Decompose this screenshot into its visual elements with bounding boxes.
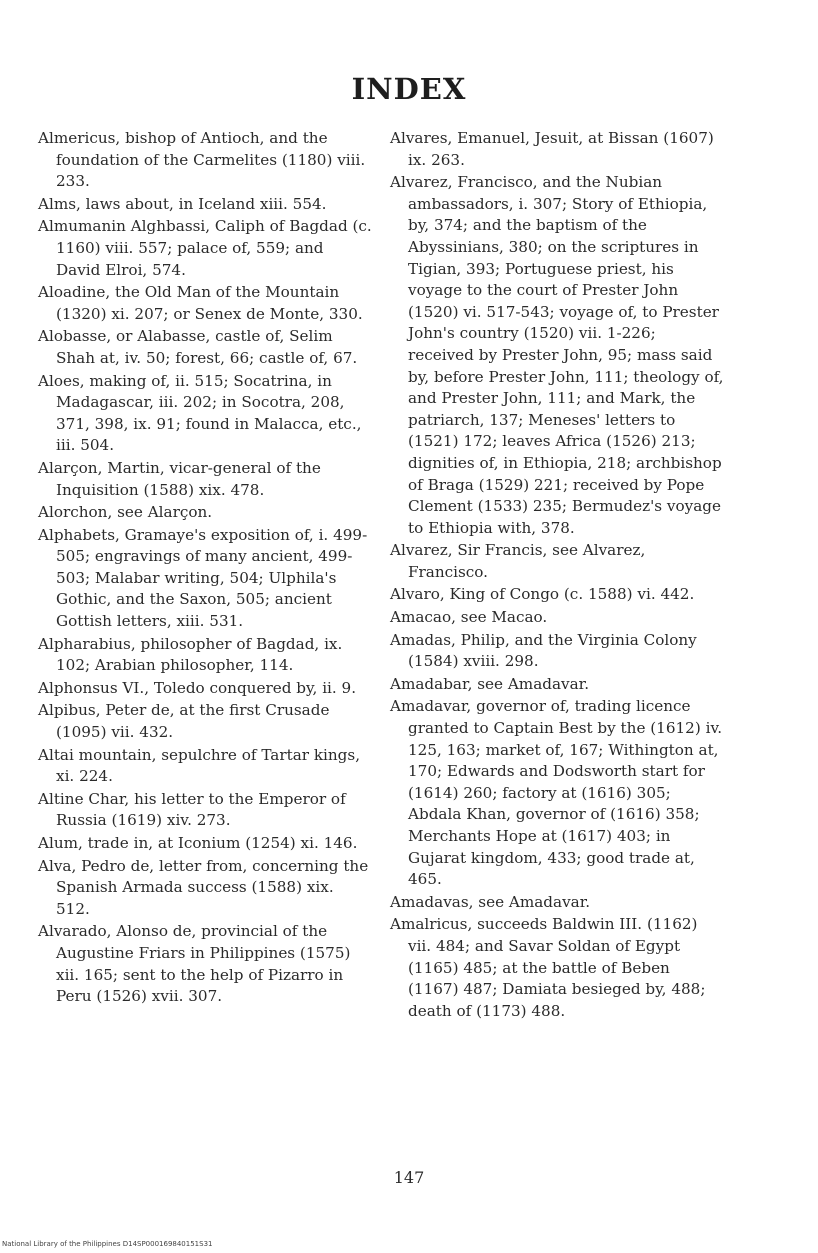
index-entry: Alarçon, Martin, vicar-general of the Inquisition (1588) xix. 478. <box>38 458 321 499</box>
index-entry: Alms, laws about, in Iceland xiii. 554. <box>38 194 327 213</box>
library-footer: National Library of the Philippines D14SP000169840151S31 <box>2 1240 213 1248</box>
index-entry: Alvarez, Sir Francis, see Alvarez, Francisco. <box>390 541 646 581</box>
index-entry: Alobasse, or Alabasse, castle of, Selim Shah at, iv. 50; forest, 66; castle of, 67. <box>38 327 358 367</box>
index-entry: Almumanin Alghbassi, Caliph of Bagdad (c. 1160) viii. 557; palace of, 559; and David Elroi, 574. <box>38 217 372 279</box>
index-entry: Alvarado, Alonso de, provincial of the Augustine Friars in Philippines (1575) xii. 165; sent to the help of Pizarro in Peru (1526) xvii. 307. <box>38 922 351 1006</box>
index-entry: Altai mountain, sepulchre of Tartar kings, xi. 224. <box>38 745 361 786</box>
index-entry: Aloes, making of, ii. 515; Socatrina, in Madagascar, iii. 202; in Socotra, 208, 371, 398, ix. 91; found in Malacca, etc., iii. 504. <box>38 371 362 455</box>
index-entry: Alvaro, King of Congo (c. 1588) vi. 442. <box>390 585 695 604</box>
index-entry: Alpibus, Peter de, at the first Crusade (1095) vii. 432. <box>38 701 330 742</box>
index-entry: Alva, Pedro de, letter from, concerning the Spanish Armada success (1588) xix. 512. <box>38 856 369 918</box>
page-title: INDEX <box>351 72 467 106</box>
index-entry: Aloadine, the Old Man of the Mountain (1320) xi. 207; or Senex de Monte, 330. <box>38 283 363 323</box>
index-entry: Amadavar, governor of, trading licence granted to Captain Best by the (1612) iv. 125, 163; market of, 167; Withington at, 170; Edwards and Dodsworth start for (1614) 260; factory at (1616) 305; Abdala Khan, governor of (1616) 358; Merchants Hope at (1617) 403; in Gujarat kingdom, 433; good trade at, 465. <box>390 697 723 889</box>
index-entry: Alphonsus VI., Toledo conquered by, ii. 9. <box>38 678 357 697</box>
index-entry: Alum, trade in, at Iconium (1254) xi. 146. <box>38 834 358 852</box>
index-entry: Almericus, bishop of Antioch, and the foundation of the Carmelites (1180) viii. 233. <box>38 129 366 191</box>
index-entry: Amacao, see Macao. <box>390 608 548 627</box>
index-entry: Alvares, Emanuel, Jesuit, at Bissan (1607) ix. 263. <box>390 129 714 169</box>
index-entry: Alpharabius, philosopher of Bagdad, ix. 102; Arabian philosopher, 114. <box>38 634 343 675</box>
index-entry: Altine Char, his letter to the Emperor of Russia (1619) xiv. 273. <box>38 789 346 830</box>
index-entry: Amadabar, see Amadavar. <box>390 674 590 693</box>
index-entry: Alphabets, Gramaye's exposition of, i. 499-505; engravings of many ancient, 499-503; Malabar writing, 504; Ulphila's Gothic, and the Saxon, 505; ancient Gottish letters, xiii. 531. <box>38 525 368 631</box>
page-number: 147 <box>393 1168 425 1187</box>
index-entry: Amadas, Philip, and the Virginia Colony (1584) xviii. 298. <box>390 630 697 671</box>
index-entry: Amalricus, succeeds Baldwin III. (1162) vii. 484; and Savar Soldan of Egypt (1165) 485; at the battle of Beben (1167) 487; Damiata besieged by, 488; death of (1173) 488. <box>390 915 706 1020</box>
index-column-right <box>390 128 724 1023</box>
index-entry: Amadavas, see Amadavar. <box>390 892 591 911</box>
index-entry: Alvarez, Francisco, and the Nubian ambassadors, i. 307; Story of Ethiopia, by, 374; and the baptism of the Abyssinians, 380; on the scriptures in Tigian, 393; Portuguese priest, his voyage to the court of Prester John (1520) vi. 517-543; voyage of, to Prester John's country (1520) vii. 1-226; received by Prester John, 95; mass said by, before Prester John, 111; theology of, and Prester John, 111; and Mark, the patriarch, 137; Meneses' letters to (1521) 172; leaves Africa (1526) 213; dignities of, in Ethiopia, 218; archbishop of Braga (1529) 221; received by Pope Clement (1533) 235; Bermudez's voyage to Ethiopia with, 378. <box>390 173 724 537</box>
index-entry: Alorchon, see Alarçon. <box>38 503 213 522</box>
index-column-left <box>38 128 372 1009</box>
